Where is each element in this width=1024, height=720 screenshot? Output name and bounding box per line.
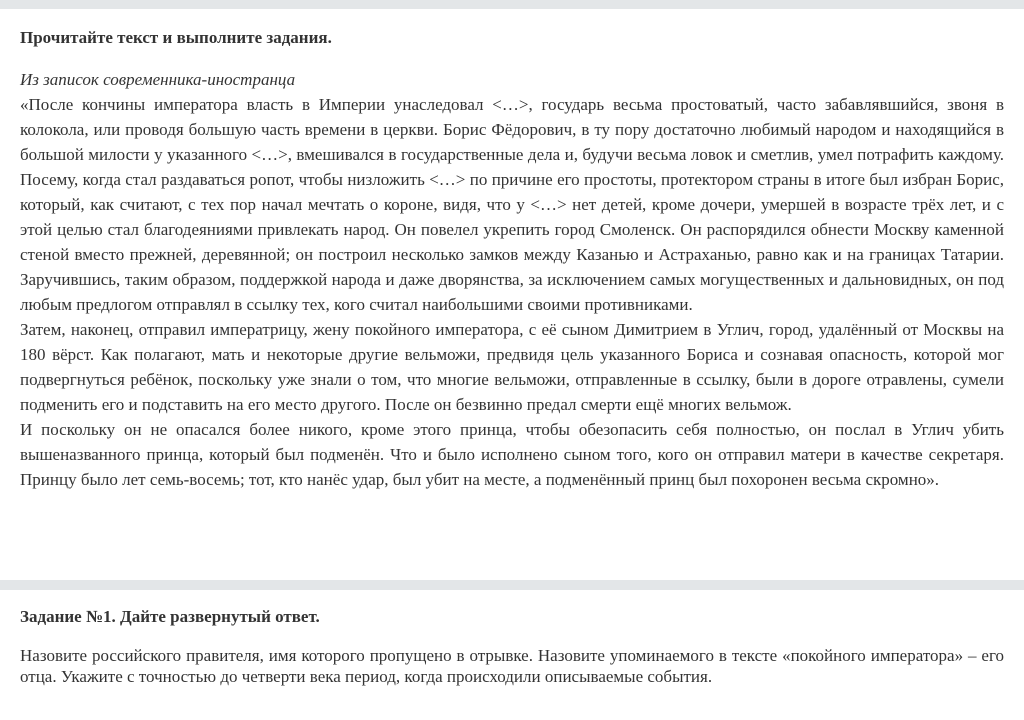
task-heading: Задание №1. Дайте развернутый ответ. <box>20 607 320 626</box>
task-text: Назовите российского правителя, имя которого пропущено в отрывке. Назовите упоминаемого в тексте «покойного императора» – его отца. Укажите с точностью до четверти века период, когда происходили описываемые события. <box>20 646 1004 686</box>
text-paragraph-1: «После кончины императора власть в Империи унаследовал <…>, государь весьма простоватый, часто забавлявшийся, звоня в колокола, или проводя большую часть времени в церкви. Борис Фёдорович, в ту пору достаточно любимый народом и находящийся в большой милости у указанного <…>, вмешивался в государственные дела и, будучи весьма ловок и сметлив, умел потрафить каждому. Посему, когда стал раздаваться ропот, чтобы низложить <…> по причине его простоты, протектором страны в итоге был избран Борис, который, как считают, с тех пор начал мечтать о короне, видя, что у <…> нет детей, кроме дочери, умершей в возрасте трёх лет, и с этой целью стал благодеяниями привлекать народ. Он повелел укрепить город Смоленск. Он распорядился обнести Москву каменной стеной вместо прежней, деревянной; он построил несколько замков между Казанью и Астраханью, равно как и на границах Татарии. Заручившись, таким образом, поддержкой народа и даже дворянства, за исключением самых могущественных и дальновидных, он под любым предлогом отправлял в ссылку тех, кого считал наибольшими своими противниками. <box>20 95 1004 314</box>
text-paragraph-3: И поскольку он не опасался более никого, кроме этого принца, чтобы обезопасить себя полностью, он послал в Углич убить вышеназванного принца, который был подменён. Что и было исполнено сыном того, кого он отправил матери в качестве секретаря. Принцу было лет семь-восемь; тот, кто нанёс удар, был убит на месте, а подменённый принц был похоронен весьма скромно». <box>20 420 1004 489</box>
section-divider-band <box>0 580 1024 590</box>
reading-section <box>0 9 1024 580</box>
text-paragraph-2: Затем, наконец, отправил императрицу, жену покойного императора, с её сыном Димитрием в Углич, город, удалённый от Москвы на 180 вёрст. Как полагают, мать и некоторые другие вельможи, предвидя цель указанного Бориса и сознавая опасность, которой мог подвергнуться ребёнок, поскольку уже знали о том, что многие вельможи, отправленные в ссылку, были в дороге отравлены, сумели подменить его и подставить на его место другого. После он безвинно предал смерти ещё многих вельмож. <box>20 320 1004 414</box>
top-divider-band <box>0 0 1024 9</box>
task-section <box>0 590 1024 687</box>
intro-heading: Прочитайте текст и выполните задания. <box>20 28 332 47</box>
source-title: Из записок современника-иностранца <box>20 70 296 89</box>
